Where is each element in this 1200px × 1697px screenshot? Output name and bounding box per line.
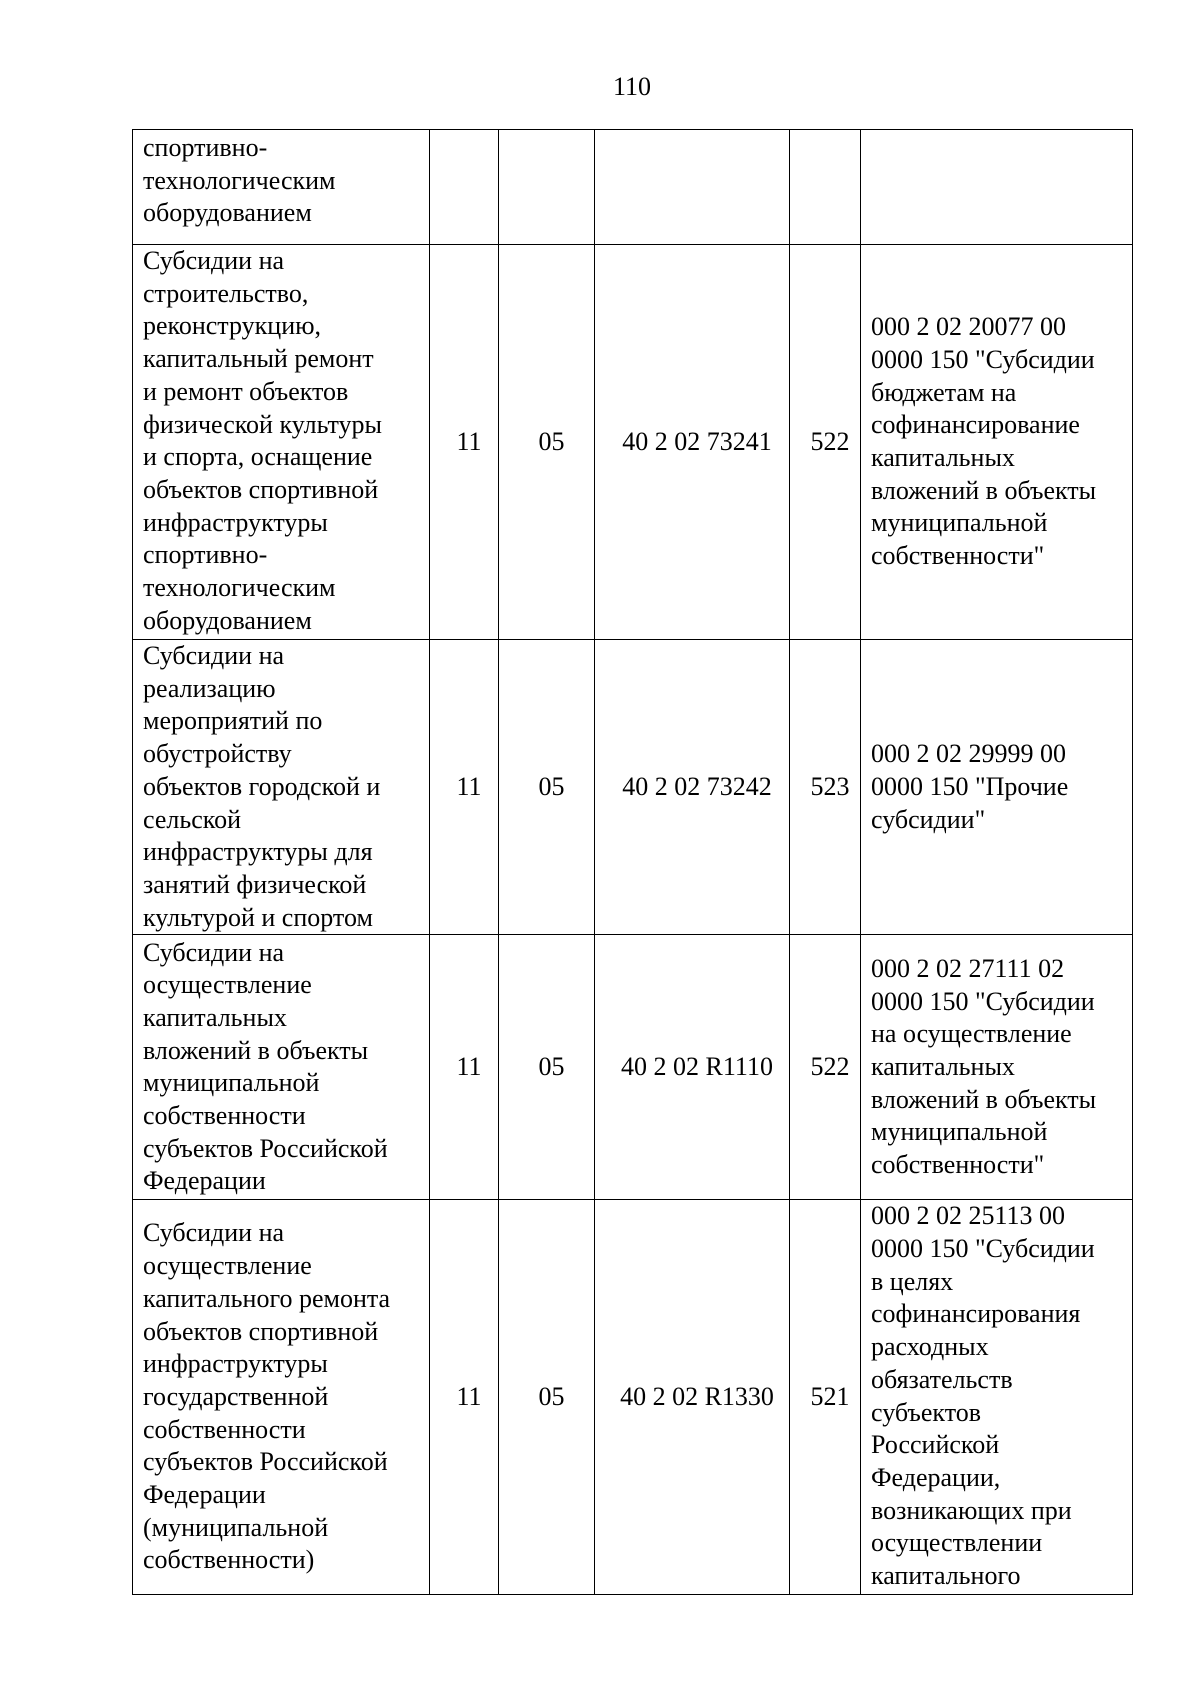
revenue-code-cell: 000 2 02 29999 00 0000 150 "Прочие субсидии" — [861, 640, 1133, 935]
expense-type-cell: 523 — [790, 640, 861, 935]
table-row — [133, 245, 1133, 640]
page-number: 110 — [612, 72, 652, 101]
table-row — [133, 130, 1133, 245]
expense-name-cell: спортивно- технологическим оборудованием — [133, 130, 430, 245]
expense-name-cell: Субсидии на осуществление капитального ремонта объектов спортивной инфраструктуры государственной собственности субъектов Российской Федерации (муниципальной собственности) — [133, 1200, 430, 1595]
expense-type-cell — [790, 130, 861, 245]
target-article-cell: 40 2 02 73241 — [595, 245, 790, 640]
expense-name-cell: Субсидии на осуществление капитальных вложений в объекты муниципальной собственности субъектов Российской Федерации — [133, 935, 430, 1200]
expense-type-cell: 521 — [790, 1200, 861, 1595]
target-article-cell: 40 2 02 73242 — [595, 640, 790, 935]
table-row — [133, 640, 1133, 935]
budget-table — [132, 129, 1133, 1595]
subsection-code-cell — [499, 130, 595, 245]
target-article-cell — [595, 130, 790, 245]
table-row — [133, 935, 1133, 1200]
section-code-cell: 11 — [430, 935, 499, 1200]
revenue-code-cell — [861, 130, 1133, 245]
section-code-cell: 11 — [430, 245, 499, 640]
section-code-cell: 11 — [430, 640, 499, 935]
table-row — [133, 1200, 1133, 1595]
expense-name-cell: Субсидии на реализацию мероприятий по обустройству объектов городской и сельской инфраструктуры для занятий физической культурой и спортом — [133, 640, 430, 935]
subsection-code-cell: 05 — [499, 1200, 595, 1595]
target-article-cell: 40 2 02 R1330 — [595, 1200, 790, 1595]
revenue-code-cell: 000 2 02 20077 00 0000 150 "Субсидии бюджетам на софинансирование капитальных вложений в объекты муниципальной собственности" — [861, 245, 1133, 640]
revenue-code-cell: 000 2 02 27111 02 0000 150 "Субсидии на осуществление капитальных вложений в объекты муниципальной собственности" — [861, 935, 1133, 1200]
section-code-cell: 11 — [430, 1200, 499, 1595]
section-code-cell — [430, 130, 499, 245]
subsection-code-cell: 05 — [499, 245, 595, 640]
target-article-cell: 40 2 02 R1110 — [595, 935, 790, 1200]
expense-type-cell: 522 — [790, 245, 861, 640]
expense-type-cell: 522 — [790, 935, 861, 1200]
subsection-code-cell: 05 — [499, 935, 595, 1200]
subsection-code-cell: 05 — [499, 640, 595, 935]
expense-name-cell: Субсидии на строительство, реконструкцию, капитальный ремонт и ремонт объектов физической культуры и спорта, оснащение объектов спортивной инфраструктуры спортивно- технологическим оборудованием — [133, 245, 430, 640]
revenue-code-cell: 000 2 02 25113 00 0000 150 "Субсидии в целях софинансирования расходных обязательств субъектов Российской Федерации, возникающих при осуществлении капитального — [861, 1200, 1133, 1595]
